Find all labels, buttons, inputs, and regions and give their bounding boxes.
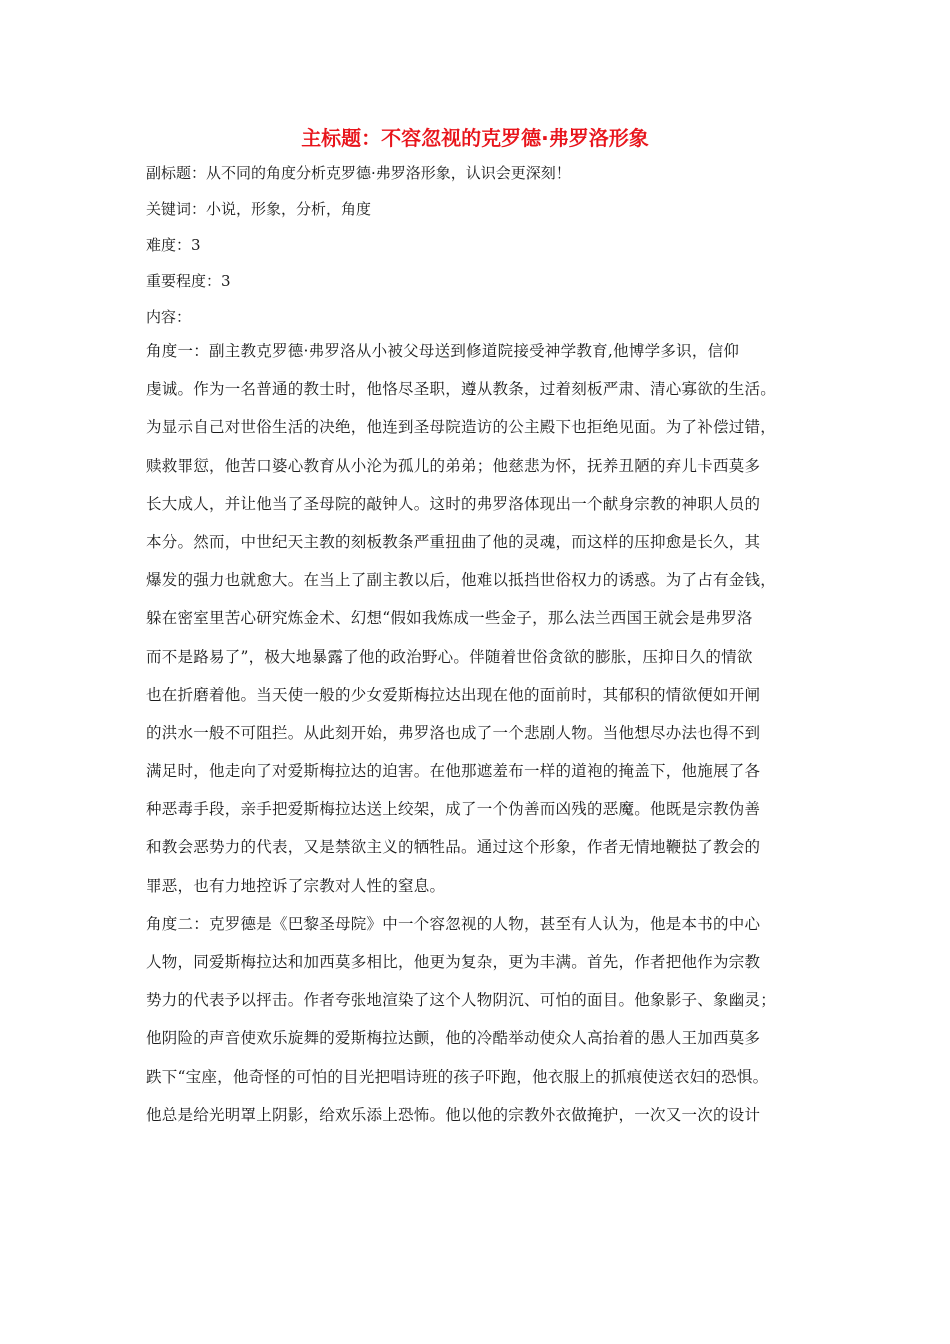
subtitle-line: 副标题：从不同的角度分析克罗德·弗罗洛形象，认识会更深刻！ xyxy=(146,164,571,182)
body-line: 躲在密室里苦心研究炼金术、幻想“假如我炼成一些金子，那么法兰西国王就会是弗罗洛 xyxy=(146,609,753,628)
body-line: 为显示自己对世俗生活的决绝，他连到圣母院造访的公主殿下也拒绝见面。为了补偿过错， xyxy=(146,418,777,437)
importance-line: 重要程度：3 xyxy=(146,272,231,290)
body-line: 人物，同爱斯梅拉达和加西莫多相比，他更为复杂，更为丰满。首先，作者把他作为宗教 xyxy=(146,953,761,971)
body-line: 而不是路易了”，极大地暴露了他的政治野心。伴随着世俗贪欲的膨胀，压抑日久的情欲 xyxy=(146,647,753,666)
body-line: 和教会恶势力的代表，又是禁欲主义的牺牲品。通过这个形象，作者无情地鞭挞了教会的 xyxy=(146,838,761,857)
body-line: 势力的代表予以抨击。作者夸张地渲染了这个人物阴沉、可怕的面目。他象影子、象幽灵； xyxy=(146,991,777,1010)
body-line: 满足时，他走向了对爱斯梅拉达的迫害。在他那遮羞布一样的道袍的掩盖下，他施展了各 xyxy=(146,762,761,781)
body-line: 角度二：克罗德是《巴黎圣母院》中一个容忽视的人物，甚至有人认为，他是本书的中心 xyxy=(146,914,761,933)
body-text xyxy=(146,340,816,1142)
difficulty-line: 难度：3 xyxy=(146,236,201,254)
keywords-line: 关键词：小说，形象，分析，角度 xyxy=(146,200,372,218)
body-line: 罪恶，也有力地控诉了宗教对人性的窒息。 xyxy=(146,876,446,895)
body-line: 他阴险的声音使欢乐旋舞的爱斯梅拉达颤，他的冷酷举动使众人高抬着的愚人王加西莫多 xyxy=(146,1029,761,1048)
body-line: 也在折磨着他。当天使一般的少女爱斯梅拉达出现在他的面前时，其郁积的情欲便如开闸 xyxy=(146,685,761,704)
body-line: 跌下“宝座，他奇怪的可怕的目光把唱诗班的孩子吓跑，他衣服上的抓痕使送衣妇的恐惧。 xyxy=(146,1067,769,1086)
body-line: 角度一：副主教克罗德·弗罗洛从小被父母送到修道院接受神学教育,他博学多识，信仰 xyxy=(146,342,740,360)
body-line: 的洪水一般不可阻拦。从此刻开始，弗罗洛也成了一个悲剧人物。当他想尽办法也得不到 xyxy=(146,723,761,742)
body-line: 本分。然而，中世纪天主教的刻板教条严重扭曲了他的灵魂，而这样的压抑愈是长久，其 xyxy=(146,532,761,551)
body-line: 他总是给光明罩上阴影，给欢乐添上恐怖。他以他的宗教外衣做掩护，一次又一次的设计 xyxy=(146,1105,761,1124)
body-line: 爆发的强力也就愈大。在当上了副主教以后，他难以抵挡世俗权力的诱惑。为了占有金钱， xyxy=(146,571,777,590)
body-line: 种恶毒手段，亲手把爱斯梅拉达送上绞架，成了一个伪善而凶残的恶魔。他既是宗教伪善 xyxy=(146,800,761,819)
body-line: 虔诚。作为一名普通的教士时，他恪尽圣职，遵从教条，过着刻板严肃、清心寡欲的生活。 xyxy=(146,380,777,399)
content-label: 内容： xyxy=(146,308,192,326)
main-title: 主标题：不容忽视的克罗德·弗罗洛形象 xyxy=(301,126,649,150)
body-line: 长大成人，并让他当了圣母院的敲钟人。这时的弗罗洛体现出一个献身宗教的神职人员的 xyxy=(146,494,761,513)
body-line: 赎救罪愆，他苦口婆心教育从小沦为孤儿的弟弟；他慈悲为怀，抚养丑陋的弃儿卡西莫多 xyxy=(146,456,761,475)
